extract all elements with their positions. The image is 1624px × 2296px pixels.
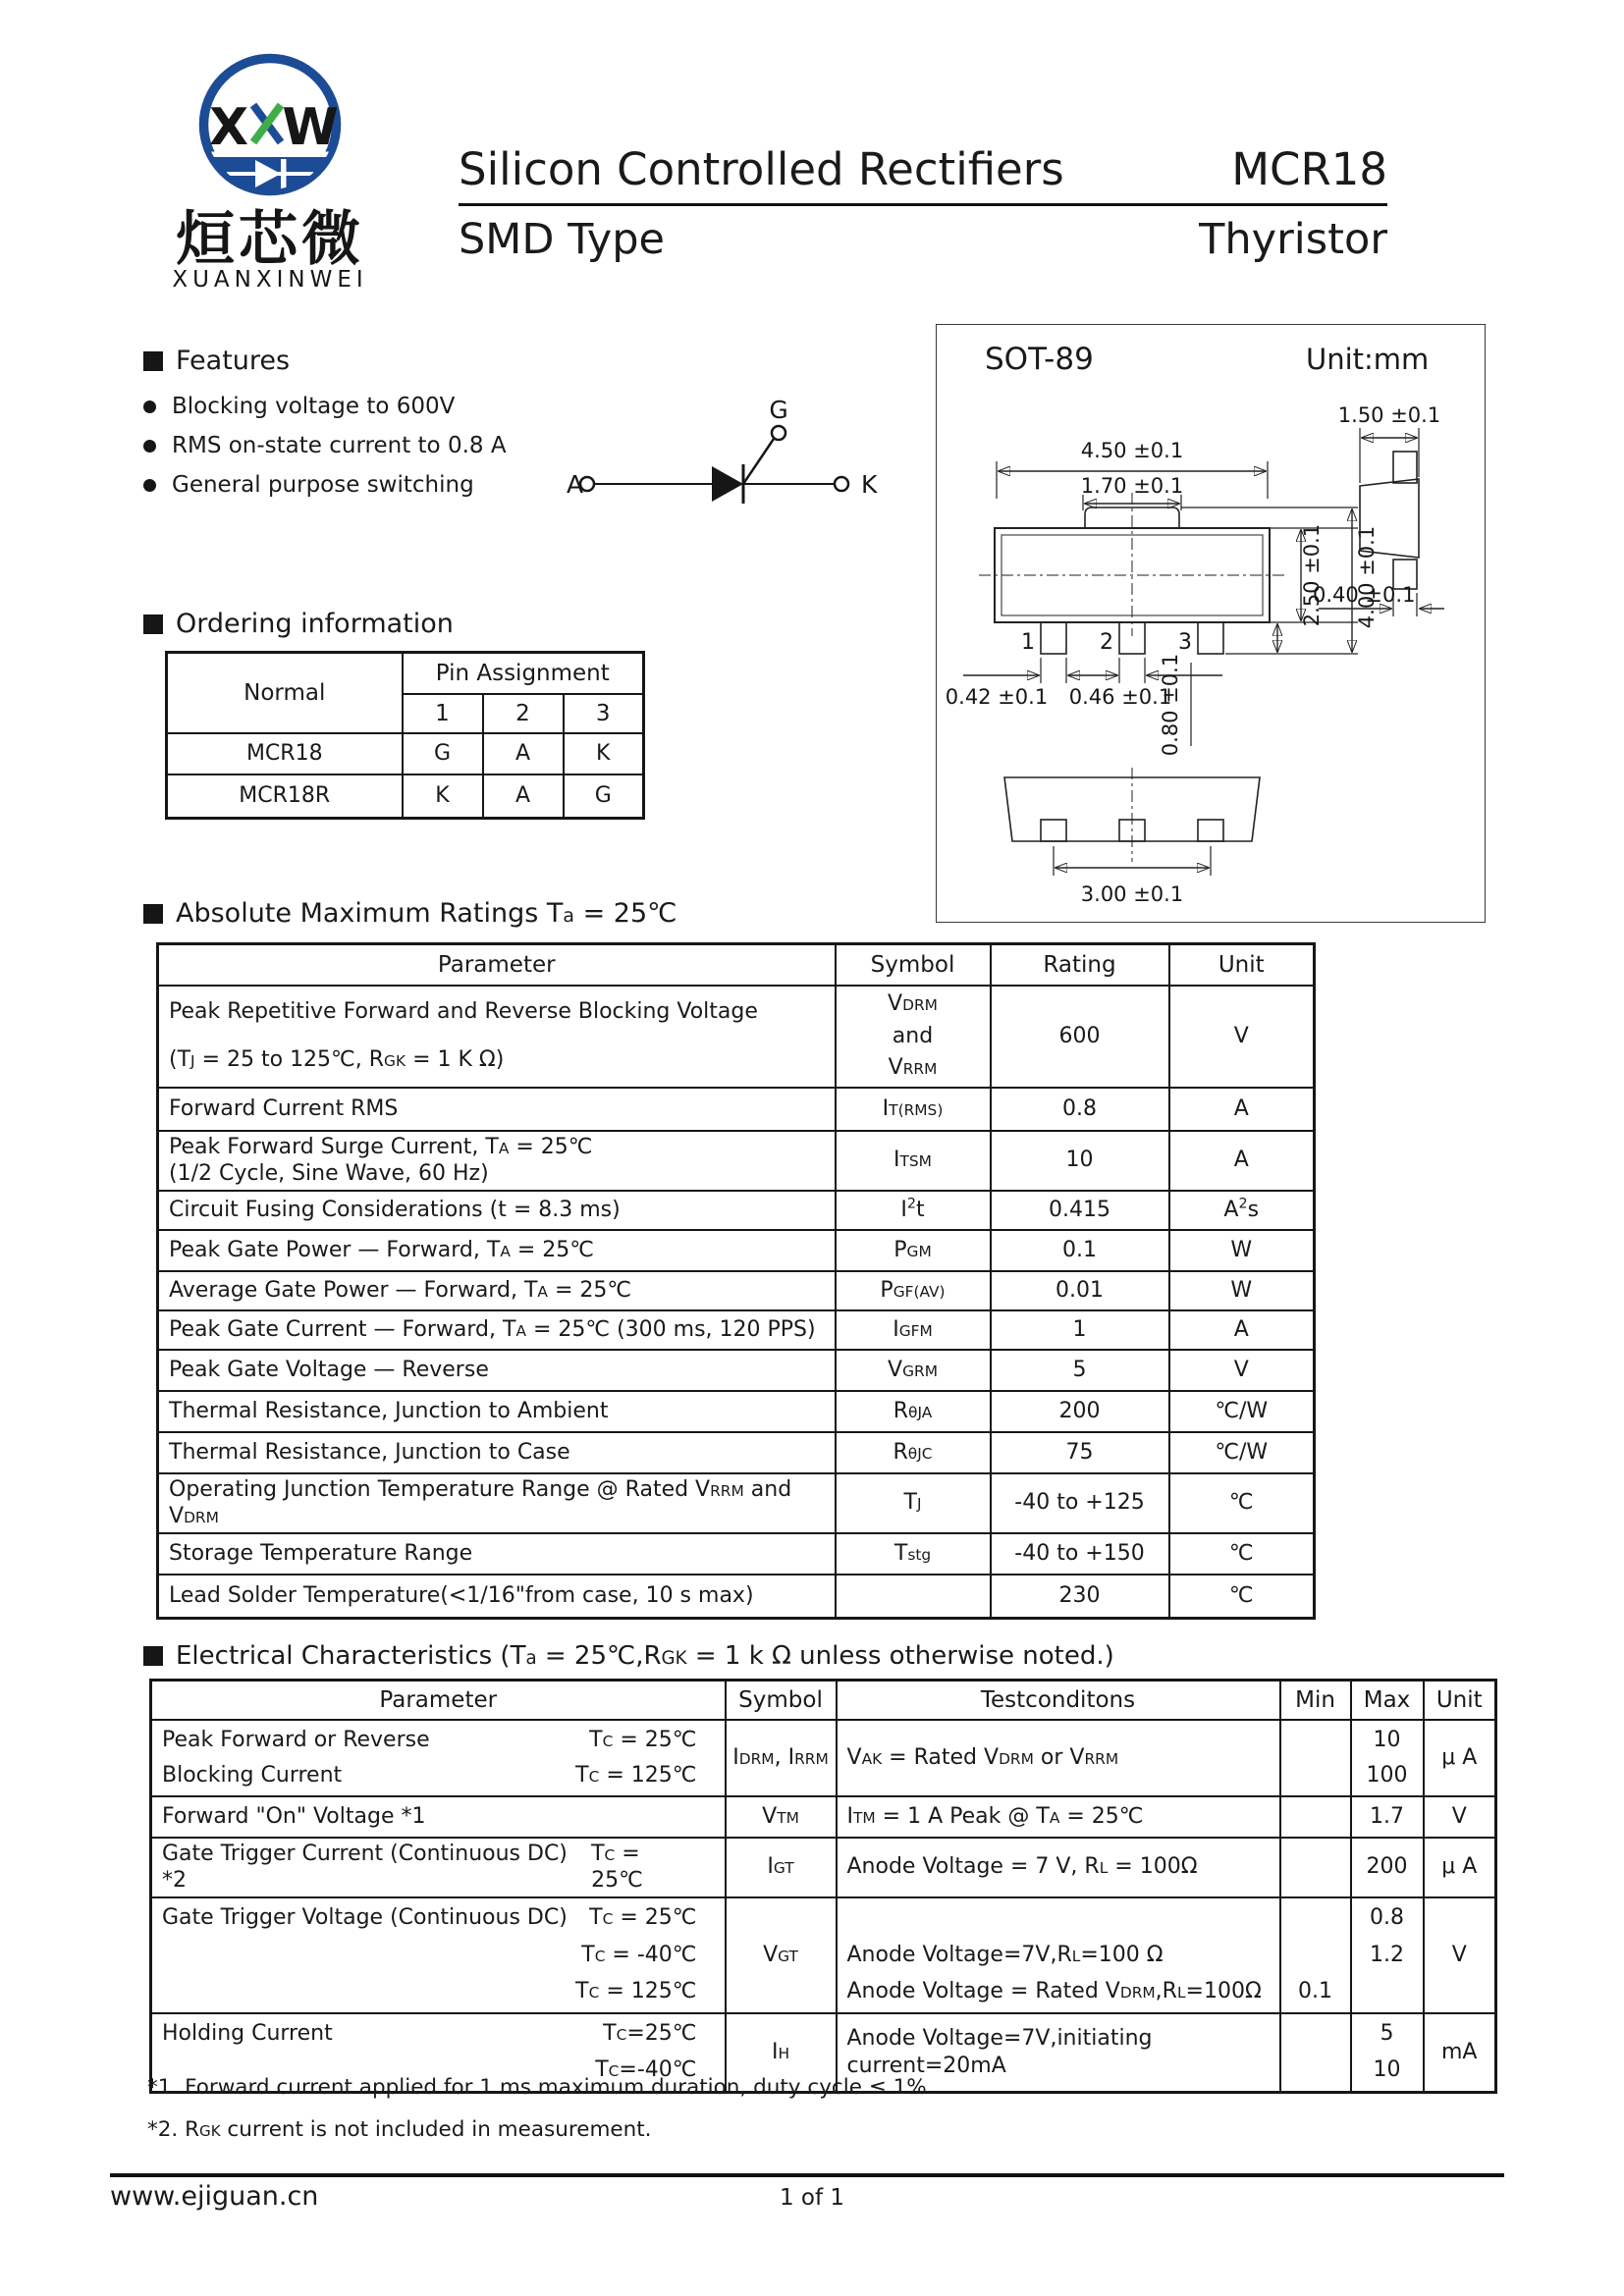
pin-1-label: 1	[1021, 630, 1035, 655]
rating-cell: 0.01	[991, 1271, 1169, 1310]
testconditions-cell: VAK = Rated VDRM or VRRM	[837, 1720, 1280, 1796]
rating-cell: 0.1	[991, 1230, 1169, 1271]
symbol-cell: $I^2t$	[836, 1191, 991, 1230]
rating-cell: -40 to +125	[991, 1473, 1169, 1533]
unit-cell: W	[1169, 1271, 1315, 1310]
bullet-icon	[143, 440, 156, 453]
table-row	[151, 1897, 1496, 2013]
parameter-cell: Gate Trigger Current (Continuous DC) *2 TC = 25℃	[151, 1838, 726, 1897]
unit-cell: ℃	[1169, 1575, 1315, 1619]
col-header-testconditions: Testconditons	[837, 1681, 1280, 1720]
rating-cell: 230	[991, 1575, 1169, 1619]
part-number-cell: MCR18	[167, 733, 403, 774]
logo-chinese-name: 烜芯微	[176, 205, 364, 274]
unit-cell: mA	[1424, 2013, 1496, 2093]
document-title: Silicon Controlled Rectifiers	[459, 143, 1064, 195]
parameter-cell: Gate Trigger Voltage (Continuous DC) TC = 25℃ TC = -40℃ TC = 125℃	[151, 1897, 726, 2013]
rating-cell: 5	[991, 1350, 1169, 1391]
feature-item: General purpose switching	[143, 472, 615, 498]
min-cell	[1280, 1720, 1351, 1796]
table-row	[158, 986, 1315, 1088]
parameter-cell: Peak Forward or Reverse TC = 25℃ Blocking Current TC = 125℃	[151, 1720, 726, 1796]
col-header-parameter: Parameter	[158, 944, 836, 986]
logo-monogram-w: W	[282, 98, 339, 157]
footnote-2: *2. RGK current is not included in measurement.	[147, 2117, 652, 2142]
pin-3-label: 3	[1178, 630, 1192, 655]
min-cell	[1280, 2013, 1351, 2093]
company-logo	[160, 39, 381, 293]
unit-cell: μ A	[1424, 1838, 1496, 1897]
parameter-cell: Storage Temperature Range	[158, 1533, 836, 1575]
symbol-cell	[836, 1575, 991, 1619]
parameter-cell: Forward "On" Voltage *1	[151, 1796, 726, 1838]
min-cell	[1280, 1838, 1351, 1897]
dim-tab-width: 1.70 ±0.1	[1080, 474, 1184, 498]
symbol-cell: IDRM, IRRM	[726, 1720, 837, 1796]
parameter-cell: Average Gate Power — Forward, TA = 25℃	[158, 1271, 836, 1310]
symbol-cell: VGRM	[836, 1350, 991, 1391]
max-cell: 10 100	[1351, 1720, 1424, 1796]
symbol-cell: VGT	[726, 1897, 837, 2013]
table-row	[151, 1796, 1496, 1838]
table-row	[158, 1533, 1315, 1575]
table-row	[158, 1191, 1315, 1230]
parameter-cell: Lead Solder Temperature(<1/16"from case, 10 s max)	[158, 1575, 836, 1619]
symbol-cell: RθJA	[836, 1391, 991, 1432]
symbol-cell: IT(RMS)	[836, 1088, 991, 1131]
parameter-cell: Peak Repetitive Forward and Reverse Blocking Voltage (TJ = 25 to 125℃, RGK = 1 K Ω)	[158, 986, 836, 1088]
testconditions-cell: Anode Voltage=7V,RL=100 Ω Anode Voltage = Rated VDRM,RL=100Ω	[837, 1897, 1280, 2013]
dim-body-height: 2.50 ±0.1	[1300, 523, 1324, 627]
parameter-cell: Forward Current RMS	[158, 1088, 836, 1131]
pin-2-label: 2	[1100, 630, 1113, 655]
rating-cell: 200	[991, 1391, 1169, 1432]
symbol-cell: ITSM	[836, 1131, 991, 1191]
testconditions-cell: Anode Voltage = 7 V, RL = 100Ω	[837, 1838, 1280, 1897]
rating-cell: -40 to +150	[991, 1533, 1169, 1575]
parameter-cell: Peak Gate Current — Forward, TA = 25℃ (300 ms, 120 PPS)	[158, 1310, 836, 1350]
symbol-cell: VDRM and VRRM	[836, 986, 991, 1088]
symbol-cell: VTM	[726, 1796, 837, 1838]
testconditions-cell: Anode Voltage=7V,initiating current=20mA	[837, 2013, 1280, 2093]
table-row	[158, 1575, 1315, 1619]
col-header-symbol: Symbol	[836, 944, 991, 986]
website-link[interactable]: www.ejiguan.cn	[110, 2181, 319, 2212]
max-cell: 5 10	[1351, 2013, 1424, 2093]
dim-pin1-width: 0.42 ±0.1	[945, 685, 1049, 709]
electrical-heading: Electrical Characteristics (Ta = 25℃,RGK = 1 k Ω unless otherwise noted.)	[143, 1641, 1114, 1671]
dim-pin-length: 0.80 ±0.1	[1159, 653, 1182, 757]
table-row	[158, 1350, 1315, 1391]
max-cell: 0.8 1.2	[1351, 1897, 1424, 2013]
pin-cell: G	[403, 733, 483, 774]
gate-terminal	[772, 426, 785, 440]
max-cell: 200	[1351, 1838, 1424, 1897]
dim-total-height: 4.00 ±0.1	[1355, 525, 1379, 629]
min-cell: 0.1	[1280, 1897, 1351, 2013]
table-row	[167, 774, 644, 818]
parameter-cell: Circuit Fusing Considerations (t = 8.3 ms)	[158, 1191, 836, 1230]
table-row	[158, 1131, 1315, 1191]
parameter-cell: Peak Gate Voltage — Reverse	[158, 1350, 836, 1391]
rating-cell: 0.415	[991, 1191, 1169, 1230]
unit-cell: ℃/W	[1169, 1432, 1315, 1473]
col-header-min: Min	[1280, 1681, 1351, 1720]
parameter-cell: Operating Junction Temperature Range @ Rated VRRM and VDRM	[158, 1473, 836, 1533]
symbol-cell: PGM	[836, 1230, 991, 1271]
ratings-heading: Absolute Maximum Ratings Ta = 25℃	[143, 898, 677, 929]
ordering-heading: Ordering information	[143, 609, 454, 639]
table-row	[158, 1230, 1315, 1271]
unit-cell: V	[1169, 986, 1315, 1088]
col-header-max: Max	[1351, 1681, 1424, 1720]
dim-side-width: 1.50 ±0.1	[1337, 403, 1441, 427]
col-header-parameter: Parameter	[151, 1681, 726, 1720]
dim-pad-pitch: 3.00 ±0.1	[1080, 882, 1184, 906]
table-row	[167, 733, 644, 774]
feature-item: Blocking voltage to 600V	[143, 394, 615, 419]
cathode-terminal	[835, 477, 848, 491]
section-marker	[143, 351, 163, 371]
anode-triangle-icon	[712, 466, 743, 502]
logo-monogram-x: X	[208, 98, 249, 157]
table-row	[158, 1432, 1315, 1473]
parameter-cell: Thermal Resistance, Junction to Ambient	[158, 1391, 836, 1432]
features-heading: Features	[143, 346, 615, 376]
unit-cell: V	[1169, 1350, 1315, 1391]
rating-cell: 10	[991, 1131, 1169, 1191]
testconditions-cell: ITM = 1 A Peak @ TA = 25℃	[837, 1796, 1280, 1838]
pin-cell: K	[564, 733, 644, 774]
unit-cell: ℃	[1169, 1473, 1315, 1533]
pin-assignment-header-cell: Pin Assignment	[403, 653, 644, 695]
symbol-cell: PGF(AV)	[836, 1271, 991, 1310]
unit-cell: V	[1424, 1796, 1496, 1838]
rating-cell: 600	[991, 986, 1169, 1088]
min-cell	[1280, 1796, 1351, 1838]
parameter-cell: Thermal Resistance, Junction to Case	[158, 1432, 836, 1473]
rating-cell: 75	[991, 1432, 1169, 1473]
pin-cell: A	[483, 774, 564, 818]
parameter-cell: Peak Forward Surge Current, TA = 25℃ (1/2 Cycle, Sine Wave, 60 Hz)	[158, 1131, 836, 1191]
part-number-cell: MCR18R	[167, 774, 403, 818]
pin-col-2: 2	[483, 694, 564, 733]
parameter-cell: Peak Gate Power — Forward, TA = 25℃	[158, 1230, 836, 1271]
symbol-cell: RθJC	[836, 1432, 991, 1473]
col-header-unit: Unit	[1424, 1681, 1496, 1720]
section-marker	[143, 904, 163, 924]
unit-cell: A	[1169, 1131, 1315, 1191]
unit-cell: μ A	[1424, 1720, 1496, 1796]
symbol-cell: IGFM	[836, 1310, 991, 1350]
title-rule	[459, 203, 1387, 206]
col-header-unit: Unit	[1169, 944, 1315, 986]
symbol-cell: Tstg	[836, 1533, 991, 1575]
table-row	[158, 1310, 1315, 1350]
footnote-1: *1. Forward current applied for 1 ms maximum duration, duty cycle ≤ 1%.	[147, 2075, 934, 2100]
col-header-rating: Rating	[991, 944, 1169, 986]
table-row	[158, 1271, 1315, 1310]
anode-label: A	[567, 470, 584, 499]
rating-cell: 1	[991, 1310, 1169, 1350]
pin-col-1: 1	[403, 694, 483, 733]
pin-cell: G	[564, 774, 644, 818]
symbol-cell: IGT	[726, 1838, 837, 1897]
section-marker	[143, 614, 163, 634]
table-row	[158, 1391, 1315, 1432]
page-number: 1 of 1	[779, 2185, 845, 2211]
part-number: MCR18	[1231, 143, 1387, 195]
bullet-icon	[143, 400, 156, 413]
rating-cell: 0.8	[991, 1088, 1169, 1131]
pin-col-3: 3	[564, 694, 644, 733]
dim-lead-thickness: 0.40 ±0.1	[1313, 583, 1416, 607]
logo-english-name: XUANXINWEI	[172, 267, 368, 293]
package-drawing	[936, 324, 1484, 921]
electrical-table	[149, 1679, 1497, 2094]
col-header-symbol: Symbol	[726, 1681, 837, 1720]
thyristor-symbol-diagram	[555, 386, 879, 508]
diode-bar	[281, 159, 287, 188]
symbol-cell: IH	[726, 2013, 837, 2093]
dim-pin2-width: 0.46 ±0.1	[1068, 685, 1172, 709]
max-cell: 1.7	[1351, 1796, 1424, 1838]
ordering-table	[165, 651, 645, 820]
unit-cell: A	[1169, 1310, 1315, 1350]
symbol-cell: TJ	[836, 1473, 991, 1533]
unit-label: Unit:mm	[1306, 343, 1430, 376]
table-row	[151, 1838, 1496, 1897]
unit-cell: A	[1169, 1088, 1315, 1131]
unit-cell: W	[1169, 1230, 1315, 1271]
normal-header-cell: Normal	[167, 653, 403, 734]
unit-cell: V	[1424, 1897, 1496, 2013]
pin-cell: K	[403, 774, 483, 818]
unit-cell: ℃	[1169, 1533, 1315, 1575]
cathode-label: K	[861, 470, 878, 499]
package-name: SOT-89	[985, 342, 1094, 377]
table-row	[158, 1473, 1315, 1533]
ratings-table	[156, 942, 1316, 1620]
feature-item: RMS on-state current to 0.8 A	[143, 433, 615, 458]
footer-rule	[110, 2173, 1504, 2177]
device-type: Thyristor	[1199, 215, 1387, 264]
dim-body-width: 4.50 ±0.1	[1080, 439, 1184, 462]
table-row	[158, 1088, 1315, 1131]
unit-cell: $A^2s$	[1169, 1191, 1315, 1230]
bullet-icon	[143, 479, 156, 492]
gate-label: G	[769, 396, 788, 424]
pin-cell: A	[483, 733, 564, 774]
section-marker	[143, 1646, 163, 1666]
parameter-cell: Holding Current TC=25℃ TC=-40℃	[151, 2013, 726, 2093]
table-row	[151, 1720, 1496, 1796]
unit-cell: ℃/W	[1169, 1391, 1315, 1432]
document-subtitle: SMD Type	[459, 215, 665, 264]
